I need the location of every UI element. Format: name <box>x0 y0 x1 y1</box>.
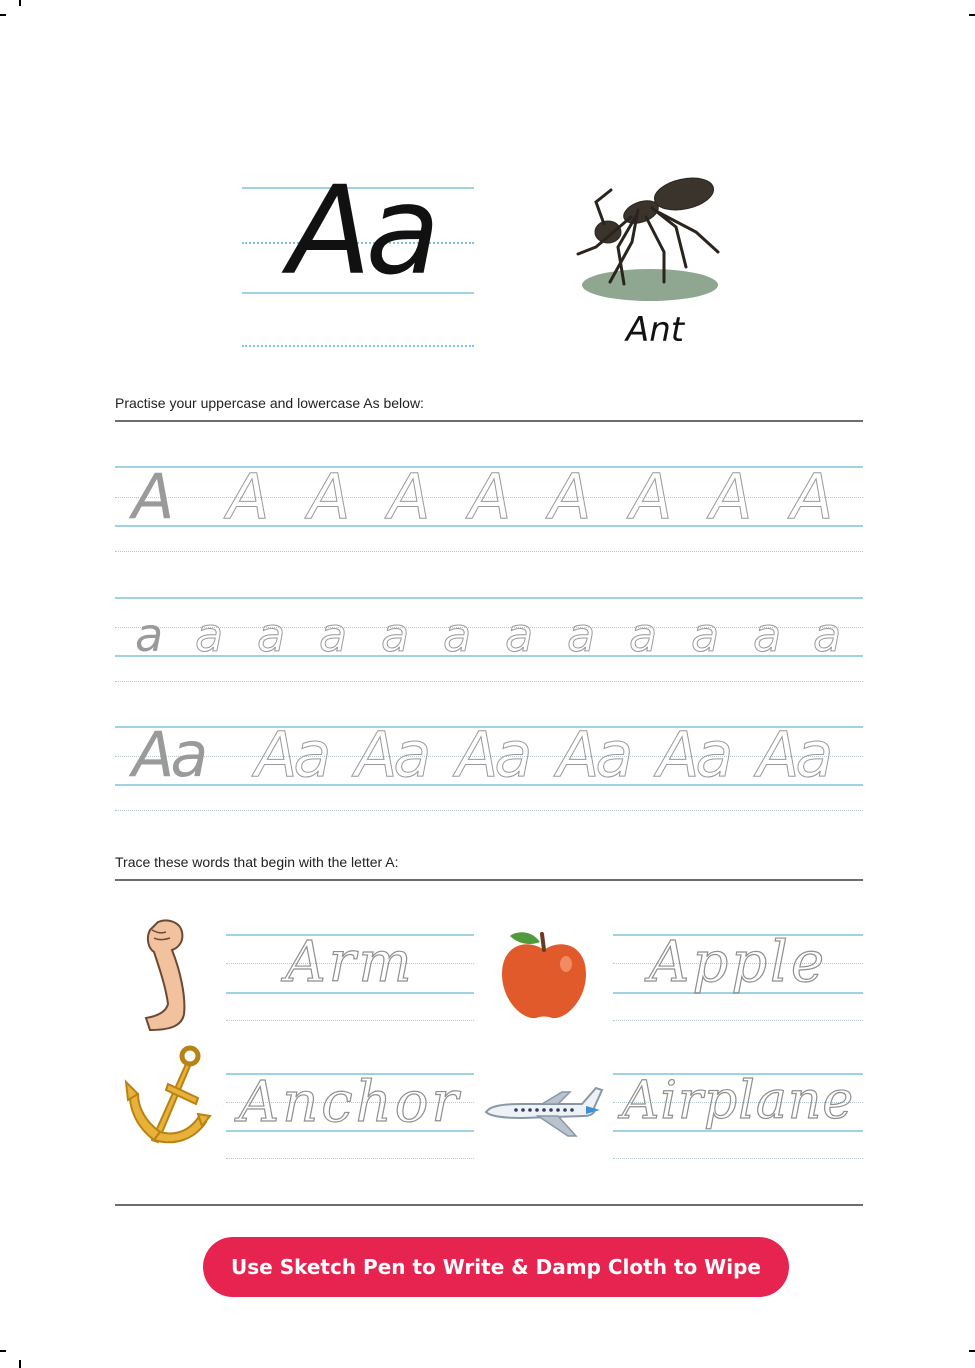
apple-icon <box>500 928 588 1022</box>
airplane-icon <box>482 1082 606 1140</box>
ant-icon <box>566 172 726 307</box>
crop-mark <box>0 1350 6 1352</box>
trace-letter: A <box>469 460 512 533</box>
trace-pair: Aa <box>557 718 630 791</box>
crop-mark <box>969 14 975 16</box>
model-letter: A <box>132 460 175 533</box>
anchor-icon <box>124 1044 212 1154</box>
letter-heading: Aa <box>288 160 435 302</box>
instruction-banner: Use Sketch Pen to Write & Damp Cloth to Wipe <box>203 1237 789 1297</box>
trace-letter: a <box>381 608 410 662</box>
trace-word: Airplane <box>621 1071 855 1131</box>
model-letter: a <box>135 608 164 662</box>
trace-word: Arm <box>285 930 415 995</box>
trace-letter: a <box>195 608 224 662</box>
trace-letter: a <box>567 608 596 662</box>
trace-pair: Aa <box>255 718 328 791</box>
trace-pair: Aa <box>355 718 428 791</box>
trace-letter: a <box>257 608 286 662</box>
trace-words-instruction: Trace these words that begin with the letter A: <box>115 854 399 870</box>
model-pair: Aa <box>132 718 205 791</box>
divider <box>115 879 863 881</box>
trace-letter: a <box>505 608 534 662</box>
trace-letter: A <box>630 460 673 533</box>
crop-mark <box>969 1350 975 1352</box>
trace-letter: a <box>629 608 658 662</box>
divider <box>115 1204 863 1206</box>
arm-icon <box>140 918 196 1034</box>
crop-mark <box>19 1360 21 1368</box>
practise-instruction: Practise your uppercase and lowercase As below: <box>115 395 424 411</box>
trace-letter: a <box>443 608 472 662</box>
trace-letter: A <box>388 460 431 533</box>
crop-mark <box>19 0 21 6</box>
trace-pair: Aa <box>757 718 830 791</box>
trace-letter: A <box>791 460 834 533</box>
trace-word: Apple <box>648 930 828 995</box>
trace-letter: A <box>308 460 351 533</box>
divider <box>115 420 863 422</box>
trace-letter: A <box>710 460 753 533</box>
trace-letter: a <box>691 608 720 662</box>
trace-letter: A <box>227 460 270 533</box>
trace-word: Anchor <box>238 1070 462 1135</box>
crop-mark <box>0 14 6 16</box>
trace-letter: A <box>549 460 592 533</box>
trace-letter: a <box>813 608 842 662</box>
trace-pair: Aa <box>456 718 529 791</box>
trace-letter: a <box>753 608 782 662</box>
trace-pair: Aa <box>657 718 730 791</box>
feature-word: Ant <box>626 310 685 350</box>
trace-letter: a <box>319 608 348 662</box>
